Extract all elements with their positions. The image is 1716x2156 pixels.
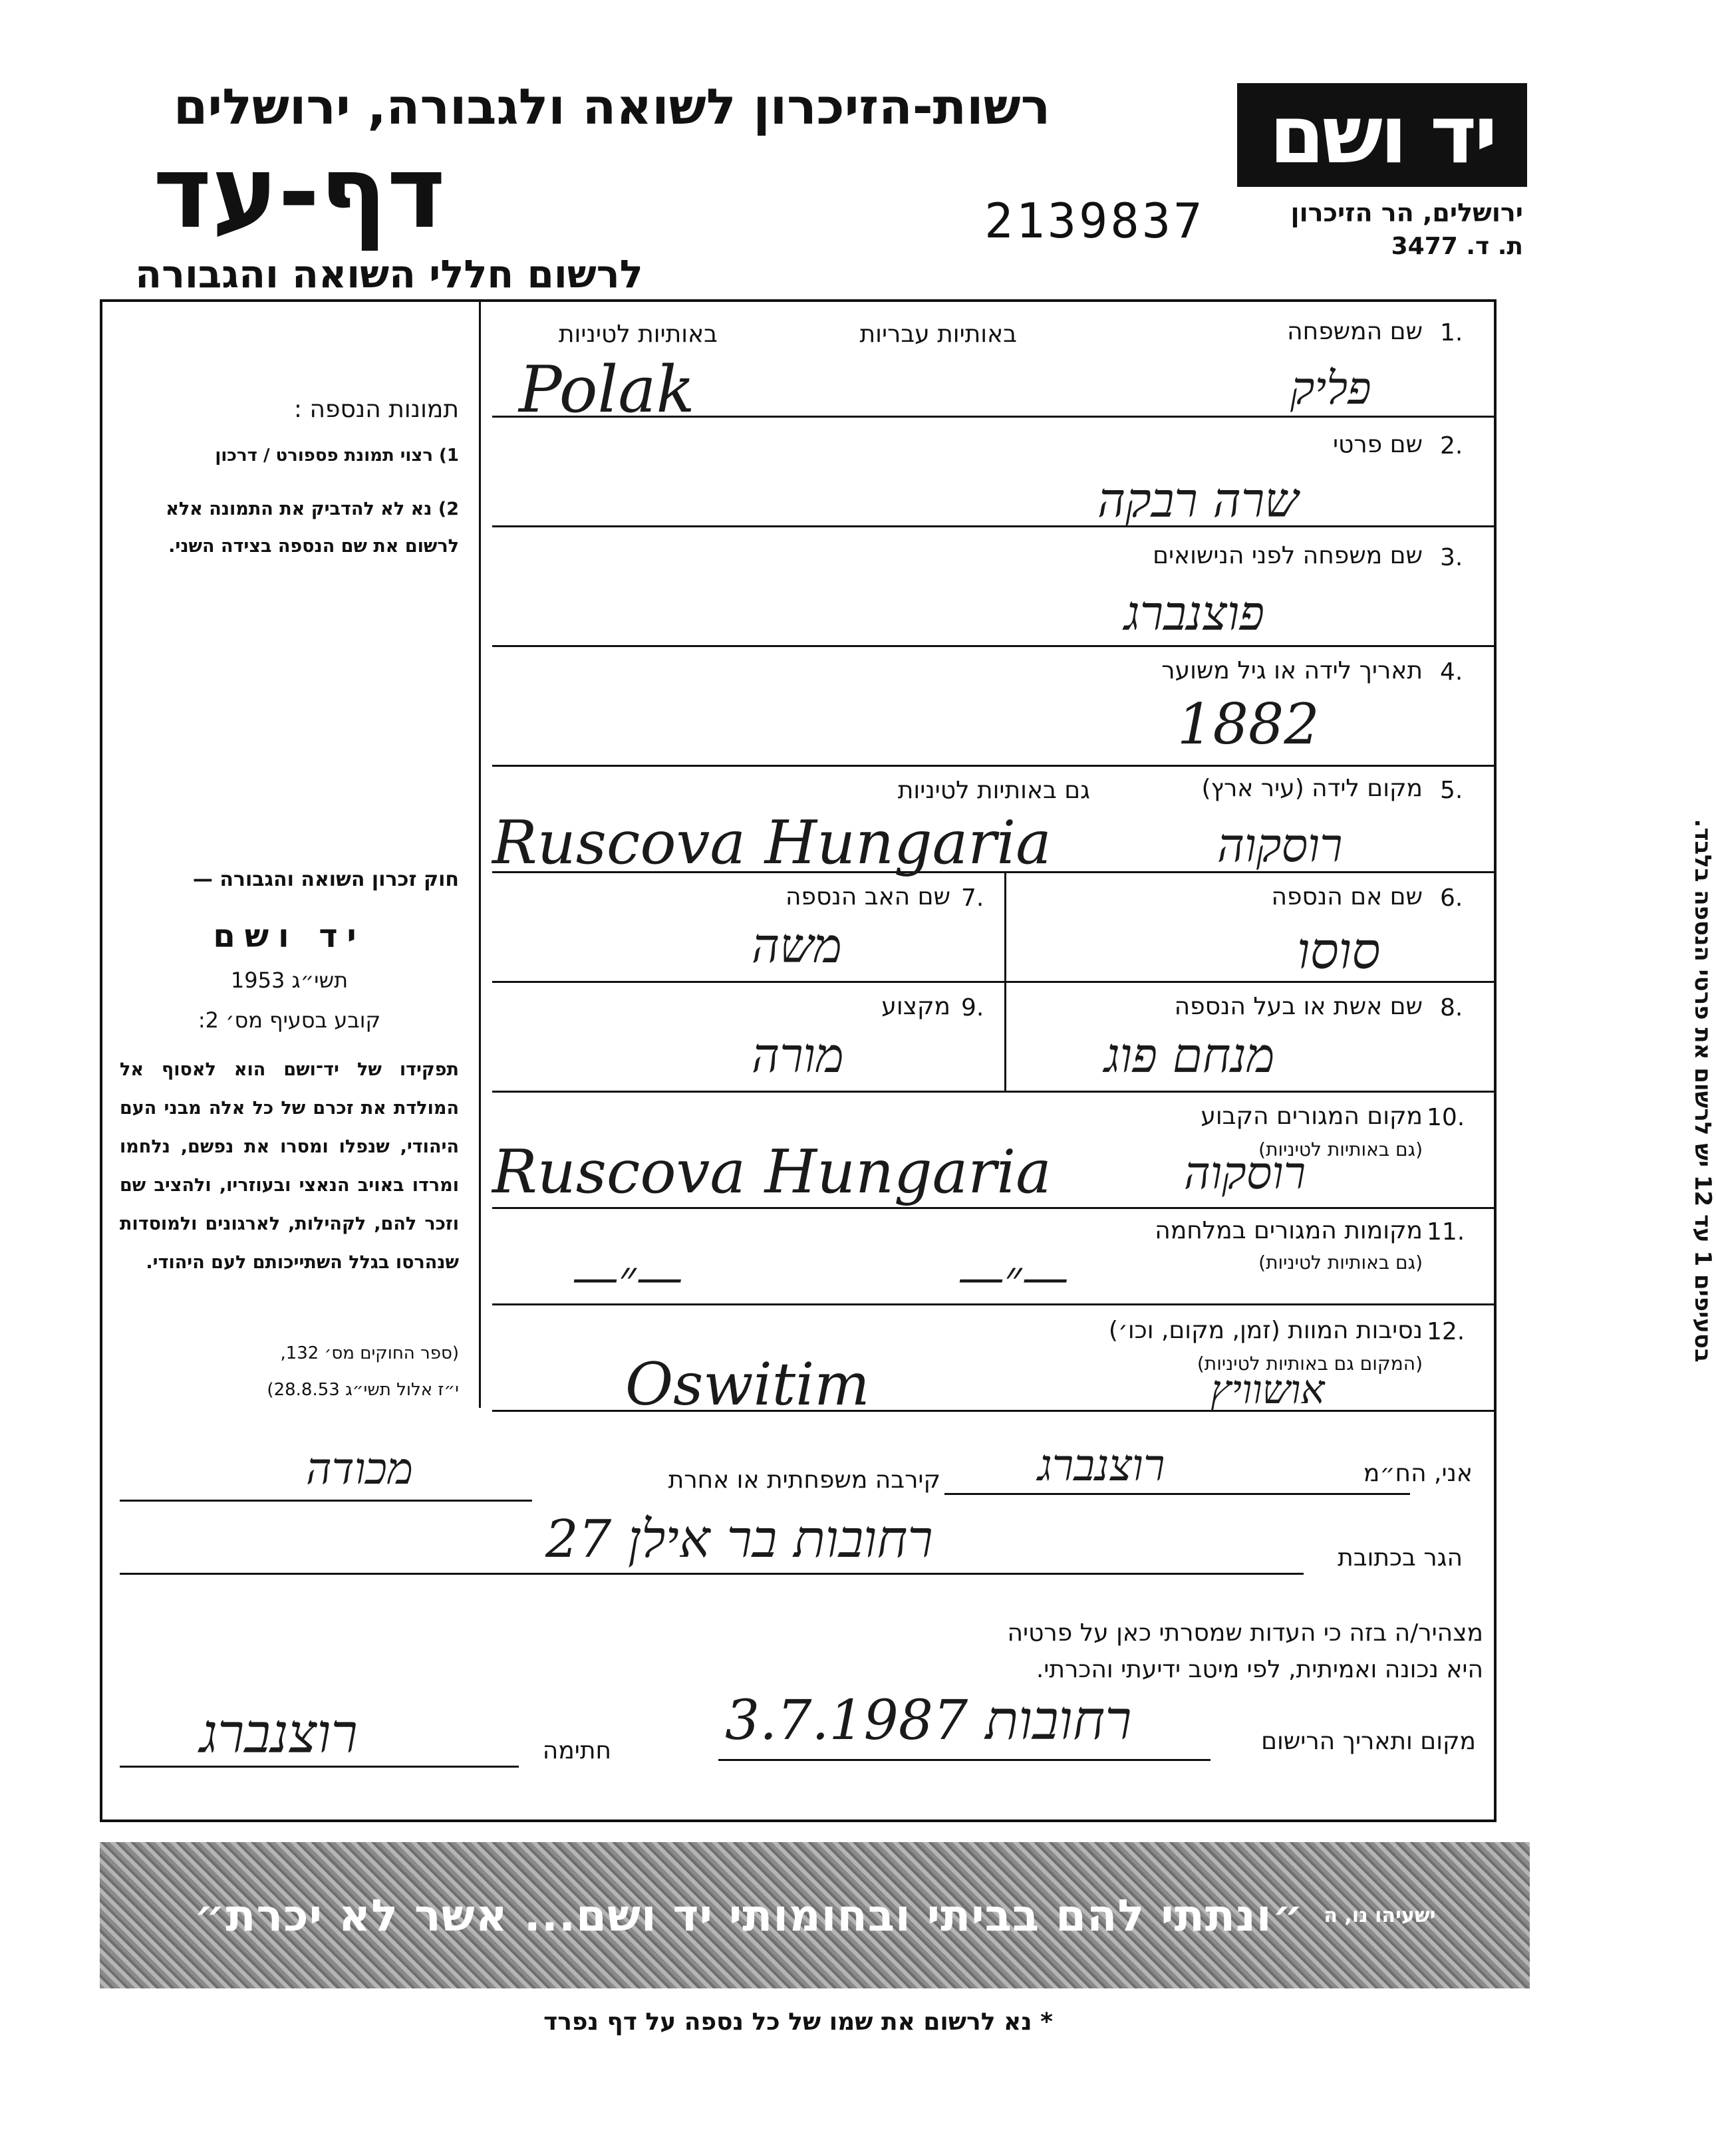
sidebar-law-title: חוק זכרון השואה והגבורה — xyxy=(192,868,459,891)
field-4-value[interactable]: 1882 xyxy=(1177,692,1320,757)
declaration-statement-1: מצהיר/ה בזה כי העדות שמסרתי כאן על פרטיה xyxy=(1007,1619,1483,1647)
sidebar-photo-note-1: 1) רצוי תמונת פספורט / דרכון xyxy=(215,446,459,466)
declaration-signature[interactable]: רוצנברג xyxy=(200,1702,358,1766)
field-1-value-hebrew[interactable]: פליק xyxy=(1290,362,1371,415)
sidebar-law-year: תשי״ג 1953 xyxy=(230,968,349,993)
field-3-value[interactable]: פוצנברג xyxy=(1124,585,1265,641)
sidebar-photo-title: תמונות הנספה : xyxy=(293,396,459,423)
org-title: רשות-הזיכרון לשואה ולגבורה, ירושלים xyxy=(173,78,1051,136)
field-9-label: מקצוע xyxy=(881,993,950,1020)
logo-text: יד ושם xyxy=(1269,88,1495,182)
document-number: 2139837 xyxy=(984,193,1205,249)
field-8-value[interactable]: מנחם פוג xyxy=(1104,1027,1275,1083)
field-9-number: 9. xyxy=(961,994,984,1021)
field-10-value-latin[interactable]: Ruscova Hungaria xyxy=(492,1137,1052,1207)
side-note-vertical: בסעיפים 1 עד 12 יש לרשום את פרטי הנספה בלבד. xyxy=(1689,819,1716,1363)
field-11-value-b[interactable]: —״— xyxy=(958,1250,1069,1305)
field-1-hebrew-hint: באותיות עבריות xyxy=(859,321,1017,348)
declaration-i-value[interactable]: רוצנברג xyxy=(1038,1440,1165,1491)
yad-vashem-logo xyxy=(1237,83,1527,187)
sidebar-law-text: תפקידו של יד־ושם הוא לאסוף אל המולדת את זכרם של כל אלה מבני העם היהודי, שנפלו ומסרו את נפשם, נלחמו ומרדו באויב הנאצי ובעוזריו, ולהציב שם וזכר להם, לקהילות, לארגונים ולמוסדות שנהרסו בגלל השתייכותם לעם היהודי. xyxy=(120,1059,459,1273)
declaration-relation-value[interactable]: מכודה xyxy=(306,1443,414,1494)
field-7-number: 7. xyxy=(961,884,984,912)
address-line2: ת. ד. 3477 xyxy=(1391,233,1523,260)
field-9-value[interactable]: מורה xyxy=(752,1027,844,1083)
field-1-latin-hint: באותיות לטיניות xyxy=(558,321,718,348)
sidebar-law-date: י״ז אלול תשי״ג 28.8.53) xyxy=(267,1380,459,1400)
field-6-value[interactable]: סוסו xyxy=(1297,921,1381,980)
field-5-label: מקום לידה (עיר ארץ) xyxy=(1201,775,1423,802)
field-3-number: 3. xyxy=(1440,544,1463,571)
sidebar-photo-note-2: 2) נא לא להדביק את התמונה אלא לרשום את שם הנספה בצידה השני. xyxy=(166,499,459,557)
field-3-label: שם משפחה לפני הנישואים xyxy=(1153,542,1423,569)
field-8-number: 8. xyxy=(1440,994,1463,1021)
field-1-label: שם המשפחה xyxy=(1287,318,1423,345)
field-2-label: שם פרטי xyxy=(1332,431,1423,458)
declaration-signature-label: חתימה xyxy=(542,1737,611,1764)
field-12-label: נסיבות המוות (זמן, מקום, וכו׳) xyxy=(1108,1317,1423,1344)
declaration-i-label: אני, הח״מ xyxy=(1363,1460,1473,1487)
field-6-label: שם אם הנספה xyxy=(1271,883,1423,910)
field-12-number: 12. xyxy=(1427,1318,1465,1345)
field-11-value-a[interactable]: —״— xyxy=(572,1250,683,1305)
field-5-number: 5. xyxy=(1440,777,1463,804)
field-10-hint: (גם באותיות לטיניות) xyxy=(1258,1139,1423,1160)
declaration-statement-2: היא נכונה ואמיתית, לפי מיטב ידיעתי והכרתי. xyxy=(1036,1656,1483,1683)
field-4-number: 4. xyxy=(1440,658,1463,686)
field-5-value-hebrew[interactable]: רוסקוה xyxy=(1217,818,1343,873)
sidebar-divider xyxy=(479,301,481,1408)
footer-bottom-note: * נא לרשום את שמו של כל נספה על דף נפרד xyxy=(543,2008,1053,2036)
declaration-place-date-value[interactable]: רחובות 3.7.1987 xyxy=(725,1689,1132,1752)
footer-quote-band xyxy=(100,1842,1530,1988)
field-8-label: שם אשת או בעל הנספה xyxy=(1174,993,1423,1020)
footer-quote-source: ישעיהו נו, ה xyxy=(1324,1903,1436,1927)
sidebar-law-clause: קובע בסעיף מס׳ 2: xyxy=(198,1008,381,1033)
field-7-label: שם האב הנספה xyxy=(786,883,950,910)
footer-quote: ״ונתתי להם בביתי ובחומותי יד ושם... אשר לא יכרת״ xyxy=(194,1889,1304,1941)
field-10-value-hebrew[interactable]: רוסקוה xyxy=(1184,1147,1306,1200)
field-7-value[interactable]: משה xyxy=(752,918,842,974)
field-11-hint: (גם באותיות לטיניות) xyxy=(1258,1252,1423,1274)
field-2-value[interactable]: שרה רבקה xyxy=(1097,472,1299,528)
declaration-address-value[interactable]: רחובות בר אילן 27 xyxy=(545,1510,933,1569)
field-5-latin-hint: גם באותיות לטיניות xyxy=(897,777,1090,804)
field-2-number: 2. xyxy=(1440,432,1463,460)
address-line1: ירושלים, הר הזיכרון xyxy=(1290,198,1523,227)
declaration-relation-label: קירבה משפחתית או אחרת xyxy=(668,1466,940,1494)
form-title: דף-עד xyxy=(153,135,446,251)
field-10-number: 10. xyxy=(1427,1104,1465,1131)
declaration-place-date-label: מקום ותאריך הרישום xyxy=(1261,1728,1476,1755)
field-10-label: מקום המגורים הקבוע xyxy=(1201,1103,1423,1130)
field-11-number: 11. xyxy=(1427,1218,1465,1246)
field-12-value-hebrew[interactable]: אושוויץ xyxy=(1211,1367,1325,1413)
field-1-number: 1. xyxy=(1440,319,1463,346)
field-12-value-latin[interactable]: Oswitim xyxy=(625,1350,870,1418)
form-subtitle: לרשום חללי השואה והגבורה xyxy=(135,251,643,297)
field-1-value-latin[interactable]: Polak xyxy=(519,352,695,427)
sidebar-law-ref: (ספר החוקים מס׳ 132, xyxy=(280,1343,459,1363)
sidebar-law-name: יד ושם xyxy=(213,918,366,955)
declaration-address-label: הגר בכתובת xyxy=(1338,1544,1463,1571)
field-4-label: תאריך לידה או גיל משוער xyxy=(1161,657,1423,684)
field-11-label: מקומות המגורים במלחמה xyxy=(1155,1217,1423,1244)
field-12-hint: (המקום גם באותיות לטיניות) xyxy=(1197,1353,1423,1375)
field-6-number: 6. xyxy=(1440,884,1463,912)
field-5-value-latin[interactable]: Ruscova Hungaria xyxy=(492,808,1052,878)
